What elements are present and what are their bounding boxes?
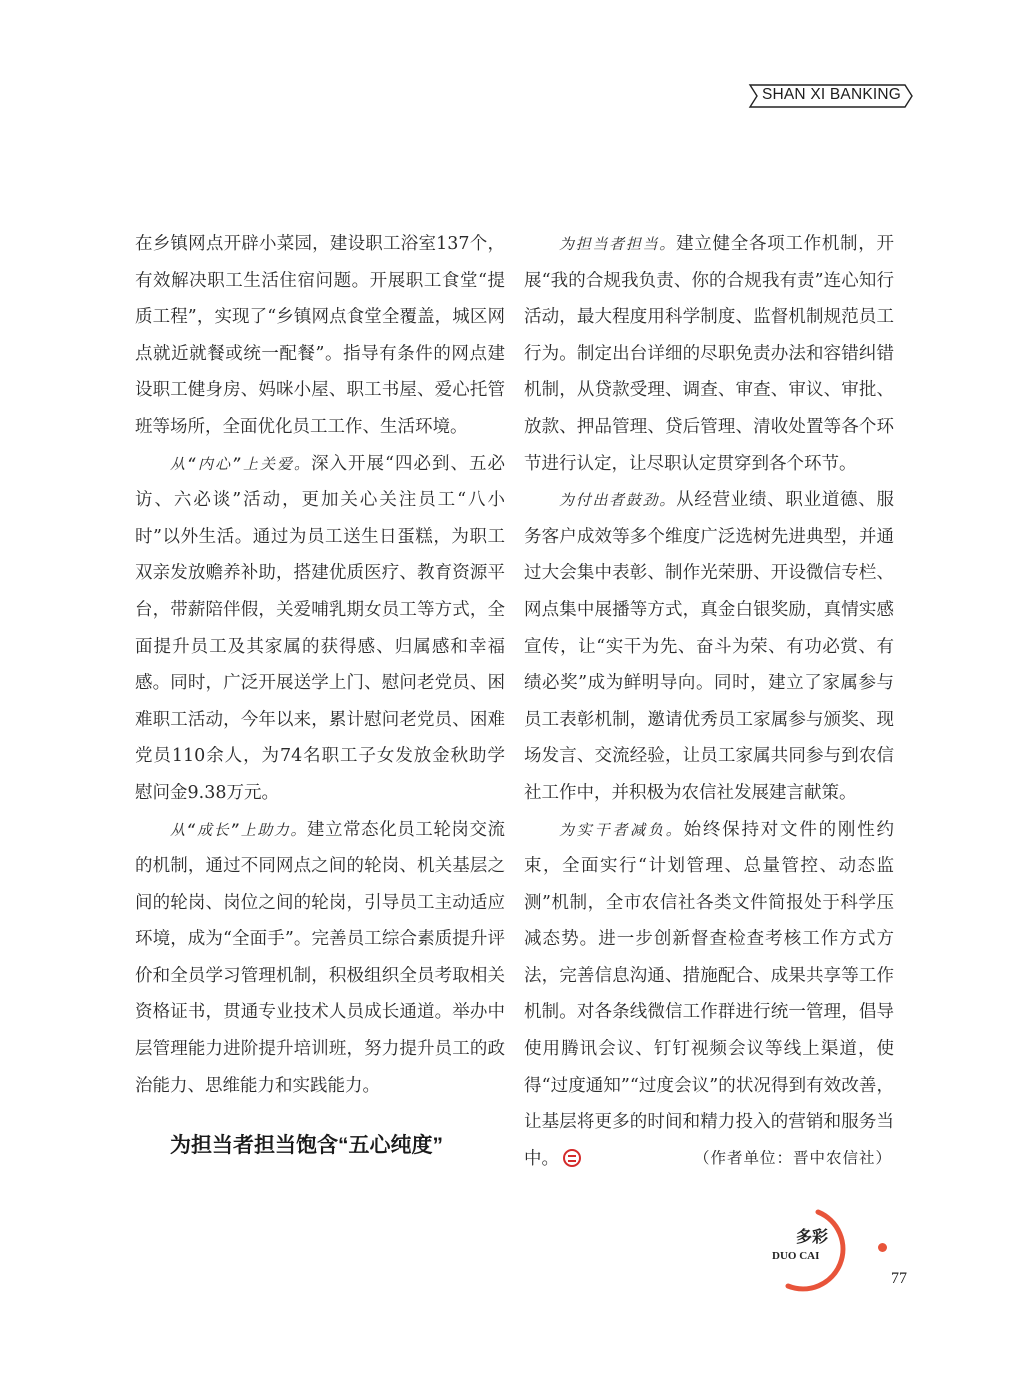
paragraph: 在乡镇网点开辟小菜园，建设职工浴室137个，有效解决职工生活住宿问题。开展职工食堂“提质工程”，实现了“乡镇网点食堂全覆盖，城区网点就近就餐或统一配餐”。指导有条件的网点建设职工健身房、妈咪小屋、职工书屋、爱心托管班等场所，全面优化员工工作、生活环境。 bbox=[135, 234, 505, 437]
paragraph-lead: 为担当者担当。 bbox=[559, 235, 677, 253]
paragraph-body: 始终保持对文件的刚性约束，全面实行“计划管理、总量管控、动态监测”机制，全市农信社各类文件简报处于科学压减态势。进一步创新督查检查考核工作方式方法，完善信息沟通、措施配合、成果共享等工作机制。对各条线微信工作群进行统一管理，倡导使用腾讯会议、钉钉视频会议等线上渠道，使得“过度通知”“过度会议”的状况得到有效改善，让基层将更多的时间和精力投入的营销和服务当中。 bbox=[524, 819, 894, 1169]
accent-dot bbox=[878, 1243, 887, 1252]
left-column bbox=[135, 226, 505, 1166]
paragraph bbox=[524, 226, 894, 482]
paragraph-lead: 为实干者减负。 bbox=[559, 820, 684, 839]
paragraph bbox=[524, 812, 894, 1178]
paragraph-body: 从经营业绩、职业道德、服务客户成效等多个维度广泛选树先进典型，并通过大会集中表彰、制作光荣册、开设微信专栏、网点集中展播等方式，真金白银奖励，真情实感宣传，让“实干为先、奋斗为荣、有功必赏、有绩必奖”成为鲜明导向。同时，建立了家属参与员工表彰机制，邀请优秀员工家属参与颁奖、现场发言、交流经验，让员工家属共同参与到农信社工作中，并积极为农信社发展建言献策。 bbox=[524, 490, 894, 803]
paragraph-lead: 从“内心”上关爱。 bbox=[170, 454, 312, 473]
paragraph-body: 建立健全各项工作机制，开展“我的合规我负责、你的合规我有责”连心知行活动，最大程度用科学制度、监督机制规范员工行为。制定出台详细的尽职免责办法和容错纠错机制，从贷款受理、调查、审查、审议、审批、放款、押品管理、贷后管理、清收处置等各个环节进行认定，让尽职认定贯穿到各个环节。 bbox=[524, 234, 894, 474]
paragraph bbox=[135, 446, 505, 812]
end-mark-icon bbox=[563, 1149, 581, 1167]
paragraph bbox=[135, 812, 505, 1105]
section-badge bbox=[760, 1208, 870, 1292]
paragraph-lead: 为付出者鼓劲。 bbox=[559, 491, 677, 510]
right-column bbox=[524, 226, 894, 1177]
paragraph bbox=[524, 482, 894, 811]
running-title: SHAN XI BANKING bbox=[761, 86, 902, 103]
page-number: 77 bbox=[891, 1270, 907, 1287]
section-heading: 为担当者担当饱含“五心纯度” bbox=[170, 1134, 443, 1158]
author-note: （作者单位：晋中农信社） bbox=[693, 1149, 892, 1167]
running-header bbox=[748, 84, 913, 108]
paragraph-body: 深入开展“四必到、五必访、六必谈”活动，更加关心关注员工“八小时”以外生活。通过为员工送生日蛋糕，为职工双亲发放赡养补助，搭建优质医疗、教育资源平台，带薪陪伴假，关爱哺乳期女员工等方式，全面提升员工及其家属的获得感、归属感和幸福感。同时，广泛开展送学上门、慰问老党员、困难职工活动，今年以来，累计慰问老党员、困难党员110余人，为74名职工子女发放金秋助学慰问金9.38万元。 bbox=[135, 453, 506, 803]
paragraph-lead: 从“成长”上助力。 bbox=[170, 820, 308, 839]
section-label-zh: 多彩 bbox=[796, 1227, 829, 1246]
section-label-en: DUO CAI bbox=[772, 1250, 820, 1262]
paragraph-body: 建立常态化员工轮岗交流的机制，通过不同网点之间的轮岗、机关基层之间的轮岗、岗位之间的轮岗，引导员工主动适应环境，成为“全面手”。完善员工综合素质提升评价和全员学习管理机制，积极组织全员考取相关资格证书，贯通专业技术人员成长通道。举办中层管理能力进阶提升培训班，努力提升员工的政治能力、思维能力和实践能力。 bbox=[135, 819, 506, 1096]
